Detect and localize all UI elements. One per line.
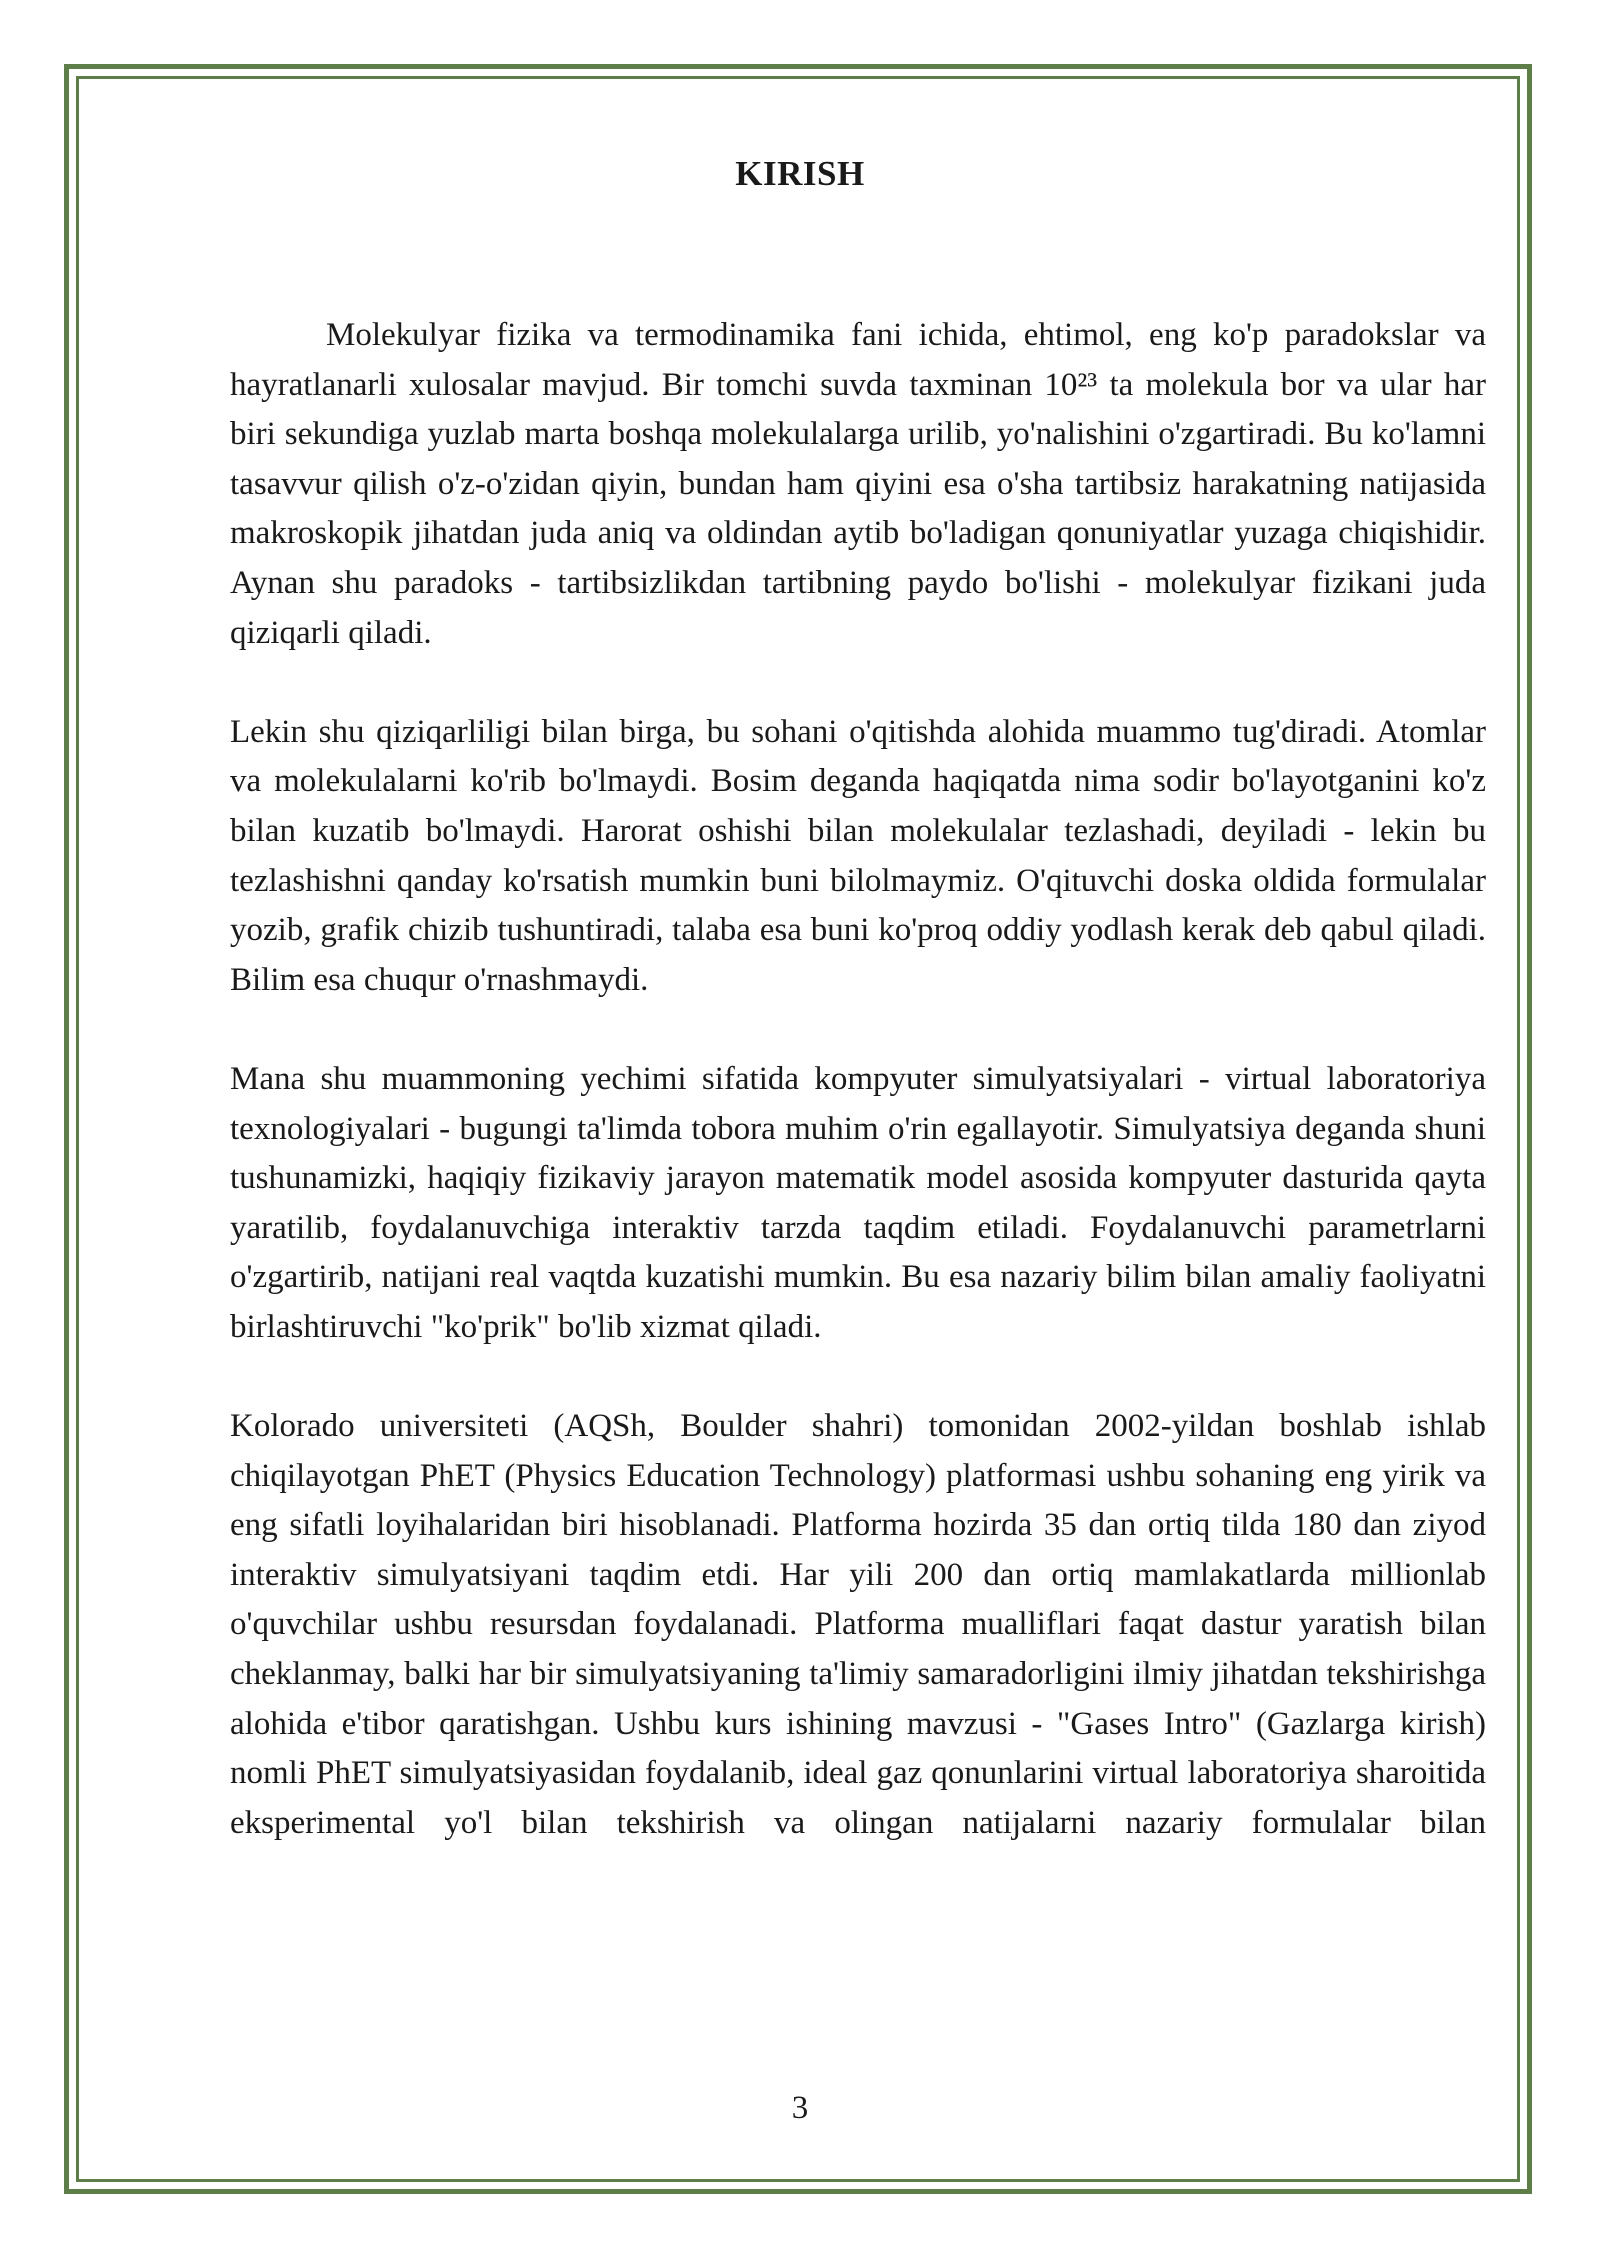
document-body xyxy=(230,311,1486,1848)
page-number: 3 xyxy=(791,2090,809,2126)
paragraph-simulations: Mana shu muammoning yechimi sifatida kompyuter simulyatsiyalari - virtual laboratoriya texnologiyalari - bugungi ta'limda tobora muhim o'rin egallayotir. Simulyatsiya deganda shuni tushunamizki, haqiqiy fizikaviy jarayon matematik model asosida kompyuter dasturida qayta yaratilib, foydalanuvchiga interaktiv tarzda taqdim etiladi. Foydalanuvchi parametrlarni o'zgartirib, natijani real vaqtda kuzatishi mumkin. Bu esa nazariy bilim bilan amaliy faoliyatni birlashtiruvchi "ko'prik" bo'lib xizmat qiladi. xyxy=(230,1060,1486,1345)
page-title: KIRISH xyxy=(735,154,865,193)
paragraph-teaching-problem: Lekin shu qiziqarliligi bilan birga, bu sohani o'qitishda alohida muammo tug'diradi. Atomlar va molekulalarni ko'rib bo'lmaydi. Bosim deganda haqiqatda nima sodir bo'layotganini ko'z bilan kuzatib bo'lmaydi. Harorat oshishi bilan molekulalar tezlashadi, deyiladi - lekin bu tezlashishni qanday ko'rsatish mumkin buni bilolmaymiz. O'qituvchi doska oldida formulalar yozib, grafik chizib tushuntiradi, talaba esa buni ko'proq oddiy yodlash kerak deb qabul qiladi. Bilim esa chuqur o'rnashmaydi. xyxy=(230,713,1486,998)
paragraph-phet-platform: Kolorado universiteti (AQSh, Boulder shahri) tomonidan 2002-yildan boshlab ishlab chiqilayotgan PhET (Physics Education Technology) platformasi ushbu sohaning eng yirik va eng sifatli loyihalaridan biri hisoblanadi. Platforma hozirda 35 dan ortiq tilda 180 dan ziyod interaktiv simulyatsiyani taqdim etdi. Har yili 200 dan ortiq mamlakatlarda millionlab o'quvchilar ushbu resursdan foydalanadi. Platforma mualliflari faqat dastur yaratish bilan cheklanmay, balki har bir simulyatsiyaning ta'limiy samaradorligini ilmiy jihatdan tekshirishga alohida e'tibor qaratishgan. Ushbu kurs ishining mavzusi - "Gases Intro" (Gazlarga kirish) nomli PhET simulyatsiyasidan foydalanib, ideal gaz qonunlarini virtual laboratoriya sharoitida eksperimental yo'l bilan tekshirish va olingan natijalarni nazariy formulalar bilan xyxy=(230,1408,1486,1841)
paragraph-introduction: Molekulyar fizika va termodinamika fani ichida, ehtimol, eng ko'p paradokslar va hayratlanarli xulosalar mavjud. Bir tomchi suvda taxminan 10²³ ta molekula bor va ular har biri sekundiga yuzlab marta boshqa molekulalarga urilib, yo'nalishini o'zgartiradi. Bu ko'lamni tasavvur qilish o'z-o'zidan qiyin, bundan ham qiyini esa o'sha tartibsiz harakatning natijasida makroskopik jihatdan juda aniq va oldindan aytib bo'ladigan qonuniyatlar yuzaga chiqishidir. Aynan shu paradoks - tartibsizlikdan tartibning paydo bo'lishi - molekulyar fizikani juda qiziqarli qiladi. xyxy=(230,317,1486,651)
